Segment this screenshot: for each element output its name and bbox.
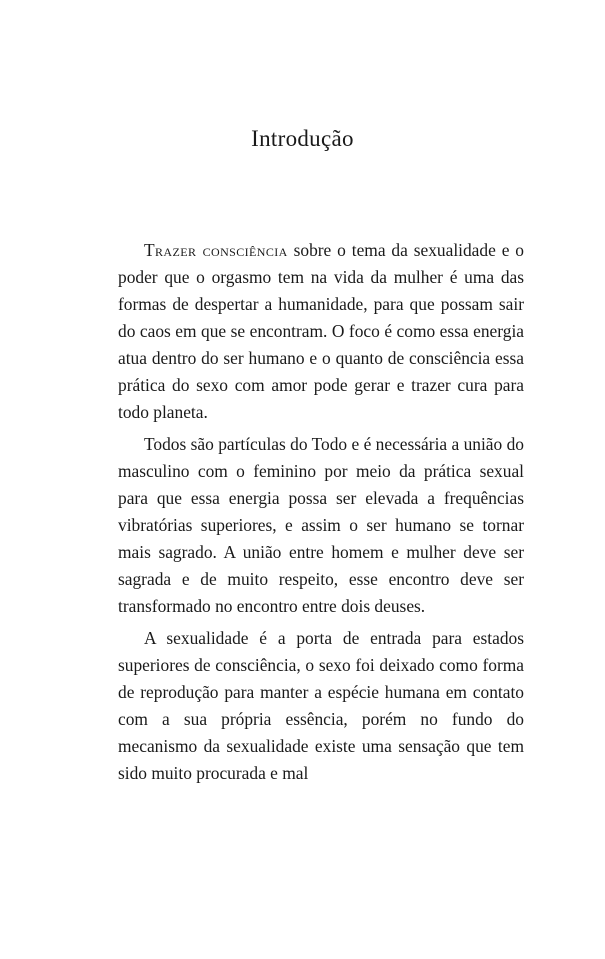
body-text <box>118 237 524 787</box>
paragraph-3: A sexualidade é a porta de entrada para estados superiores de consciência, o sexo foi deixado como forma de reprodução para manter a espécie humana em contato com a sua própria essência, porém no fundo do mecanismo da sexualidade existe uma sensação que tem sido muito procurada e mal <box>118 628 524 783</box>
chapter-title: Introdução <box>251 126 354 151</box>
paragraph-2: Todos são partículas do Todo e é necessária a união do masculino com o feminino por meio da prática sexual para que essa energia possa ser elevada a frequências vibratórias superiores, e assim o ser humano se tornar mais sagrado. A união entre homem e mulher deve ser sagrada e de muito respeito, esse encontro deve ser transformado no encontro entre dois deuses. <box>118 434 524 616</box>
paragraph-1 <box>118 237 524 426</box>
paragraph-1-text: sobre o tema da sexualidade e o poder que o orgasmo tem na vida da mulher é uma das formas de despertar a humanidade, para que possam sair do caos em que se encontram. O foco é como essa energia atua dentro do ser humano e o quanto de consciência essa prática do sexo com amor pode gerar e trazer cura para todo planeta. <box>118 240 524 422</box>
lead-in-smallcaps: Trazer consciência <box>144 240 288 260</box>
